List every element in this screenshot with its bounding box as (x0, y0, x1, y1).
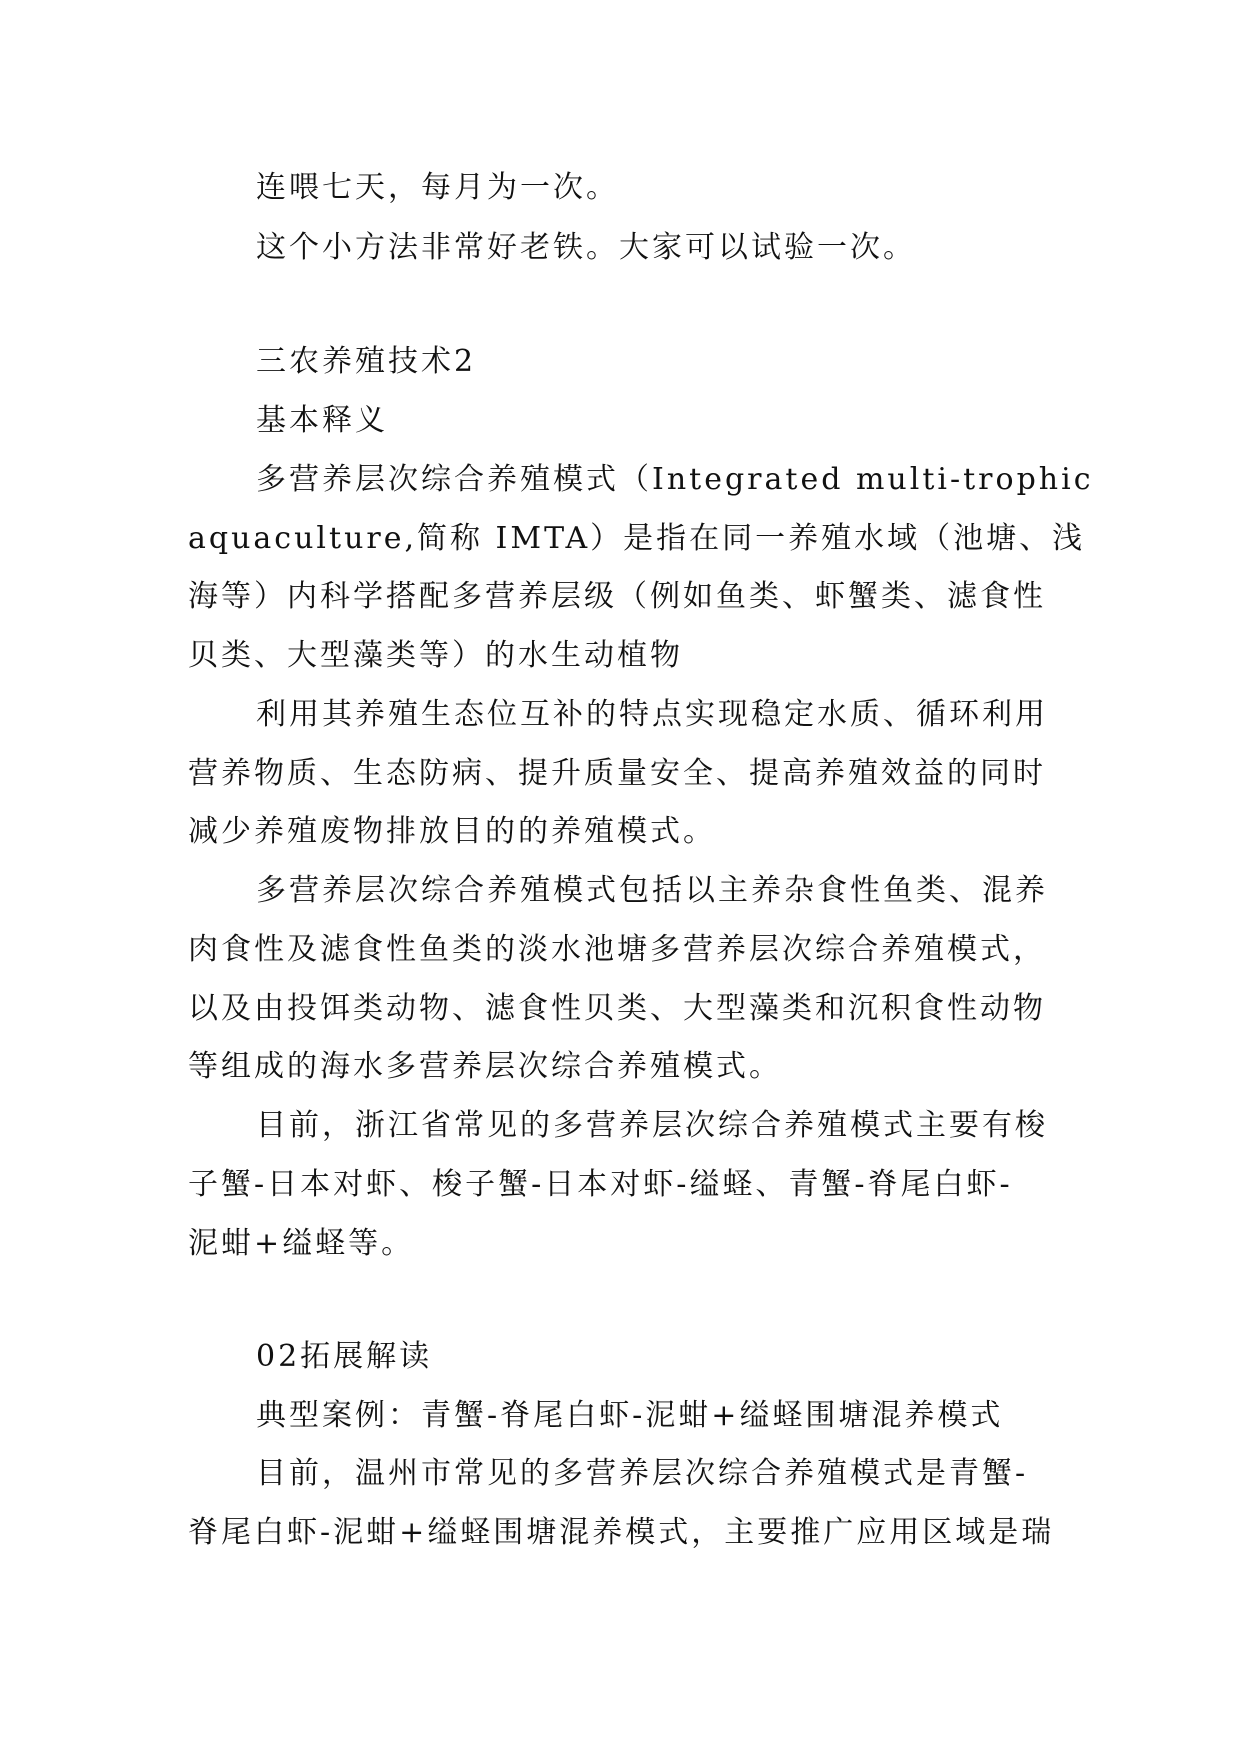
paragraph-line: 减少养殖废物排放目的的养殖模式。 (188, 814, 716, 849)
subheading: 基本释义 (256, 403, 388, 438)
section-title: 三农养殖技术2 (256, 344, 477, 379)
paragraph-line: 以及由投饵类动物、滤食性贝类、大型藻类和沉积食性动物 (188, 991, 1046, 1026)
paragraph-line: 目前，浙江省常见的多营养层次综合养殖模式主要有梭 (256, 1108, 1048, 1143)
paragraph-line: 脊尾白虾-泥蚶+缢蛏围塘混养模式，主要推广应用区域是瑞 (188, 1515, 1055, 1550)
paragraph-line: 利用其养殖生态位互补的特点实现稳定水质、循环利用 (256, 697, 1048, 732)
paragraph-line: 贝类、大型藻类等）的水生动植物 (188, 638, 683, 673)
paragraph-line: 连喂七天，每月为一次。 (256, 170, 619, 205)
paragraph-line: 多营养层次综合养殖模式（Integrated multi-trophic (256, 462, 1094, 497)
subheading: 典型案例：青蟹-脊尾白虾-泥蚶+缢蛏围塘混养模式 (256, 1398, 1004, 1433)
paragraph-line: 泥蚶+缢蛏等。 (188, 1226, 415, 1261)
paragraph-line: 目前，温州市常见的多营养层次综合养殖模式是青蟹- (256, 1456, 1029, 1491)
paragraph-line: 多营养层次综合养殖模式包括以主养杂食性鱼类、混养 (256, 873, 1048, 908)
paragraph-line: 这个小方法非常好老铁。大家可以试验一次。 (256, 230, 916, 265)
paragraph-line: 营养物质、生态防病、提升质量安全、提高养殖效益的同时 (188, 756, 1046, 791)
paragraph-line: 肉食性及滤食性鱼类的淡水池塘多营养层次综合养殖模式， (188, 932, 1046, 967)
paragraph-line: 等组成的海水多营养层次综合养殖模式。 (188, 1049, 782, 1084)
paragraph-line: aquaculture,简称 IMTA）是指在同一养殖水域（池塘、浅 (188, 521, 1086, 556)
paragraph-line: 子蟹-日本对虾、梭子蟹-日本对虾-缢蛏、青蟹-脊尾白虾- (188, 1167, 1013, 1202)
paragraph-line: 海等）内科学搭配多营养层级（例如鱼类、虾蟹类、滤食性 (188, 579, 1046, 614)
section-title: 02拓展解读 (256, 1339, 433, 1374)
